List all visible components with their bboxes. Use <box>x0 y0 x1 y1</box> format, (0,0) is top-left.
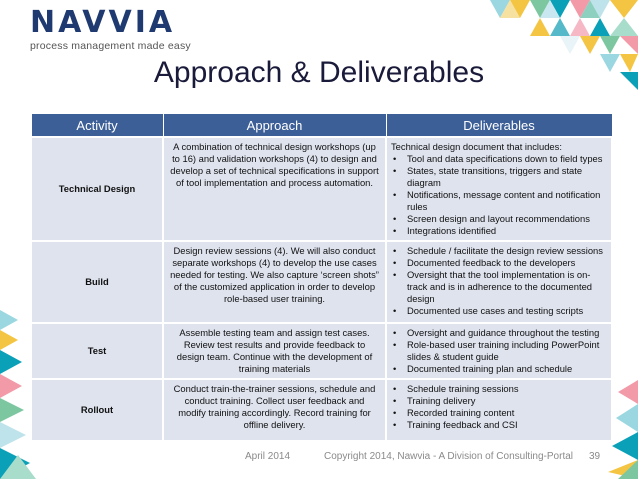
activity-cell: Rollout <box>31 379 163 441</box>
list-item: • Training feedback and CSI <box>391 419 607 431</box>
list-item: • States, state transitions, triggers and state diagram <box>391 165 607 189</box>
deliverables-list <box>391 245 607 317</box>
list-item: • Schedule training sessions <box>391 383 607 395</box>
footer-date: April 2014 <box>245 451 291 462</box>
header-activity: Activity <box>31 114 163 138</box>
logo-tagline: process management made easy <box>30 40 191 52</box>
list-item: • Recorded training content <box>391 407 607 419</box>
list-item: • Integrations identified <box>391 225 607 237</box>
footer-page-number: 39 <box>589 451 601 462</box>
approach-cell: Design review sessions (4). We will also conduct separate workshops (4) to develop the use cases needed for testing. We also capture ‘screen shots” of the customized application in order to develop role-based user training. <box>163 241 386 323</box>
list-item: • Oversight and guidance throughout the testing <box>391 327 607 339</box>
navvia-logo <box>30 6 191 52</box>
header-deliverables: Deliverables <box>386 114 612 138</box>
table-row <box>31 241 612 323</box>
activity-cell: Build <box>31 241 163 323</box>
approach-cell: A combination of technical design workshops (up to 16) and validation workshops (4) to design and develop a set of technical specifications in support of tool implementation and process automation. <box>163 137 386 241</box>
footer-copyright: Copyright 2014, Nawvia - A Division of Consulting-Portal <box>324 451 574 462</box>
logo-wordmark: NAVVIA <box>30 5 176 40</box>
table-row <box>31 323 612 379</box>
list-item: • Screen design and layout recommendations <box>391 213 607 225</box>
deliverables-intro: Technical design document that includes: <box>391 141 562 152</box>
approach-cell: Assemble testing team and assign test cases. Review test results and provide feedback to design team. Continue with the development of training materials <box>163 323 386 379</box>
approach-deliverables-table <box>30 113 613 442</box>
list-item: • Tool and data specifications down to field types <box>391 153 607 165</box>
table-header-row <box>31 114 612 138</box>
deliverables-list <box>391 327 607 375</box>
list-item: • Oversight that the tool implementation is on-track and is in adherence to the documented design <box>391 269 607 305</box>
deliverables-cell <box>386 137 612 241</box>
list-item: • Documented use cases and testing scripts <box>391 305 607 317</box>
activity-cell: Test <box>31 323 163 379</box>
list-item: • Documented feedback to the developers <box>391 257 607 269</box>
deliverables-cell <box>386 241 612 323</box>
approach-cell: Conduct train-the-trainer sessions, schedule and conduct training. Collect user feedback and modify training accordingly. Record training for offline delivery. <box>163 379 386 441</box>
deliverables-list <box>391 383 607 431</box>
list-item: • Role-based user training including PowerPoint slides & student guide <box>391 339 607 363</box>
deliverables-cell <box>386 379 612 441</box>
activity-cell: Technical Design <box>31 137 163 241</box>
slide-title: Approach & Deliverables <box>153 56 485 89</box>
deliverables-list <box>391 153 607 237</box>
table-row <box>31 137 612 241</box>
list-item: • Schedule / facilitate the design review sessions <box>391 245 607 257</box>
table-row <box>31 379 612 441</box>
list-item: • Notifications, message content and notification rules <box>391 189 607 213</box>
deliverables-cell <box>386 323 612 379</box>
header-approach: Approach <box>163 114 386 138</box>
list-item: • Training delivery <box>391 395 607 407</box>
list-item: • Documented training plan and schedule <box>391 363 607 375</box>
